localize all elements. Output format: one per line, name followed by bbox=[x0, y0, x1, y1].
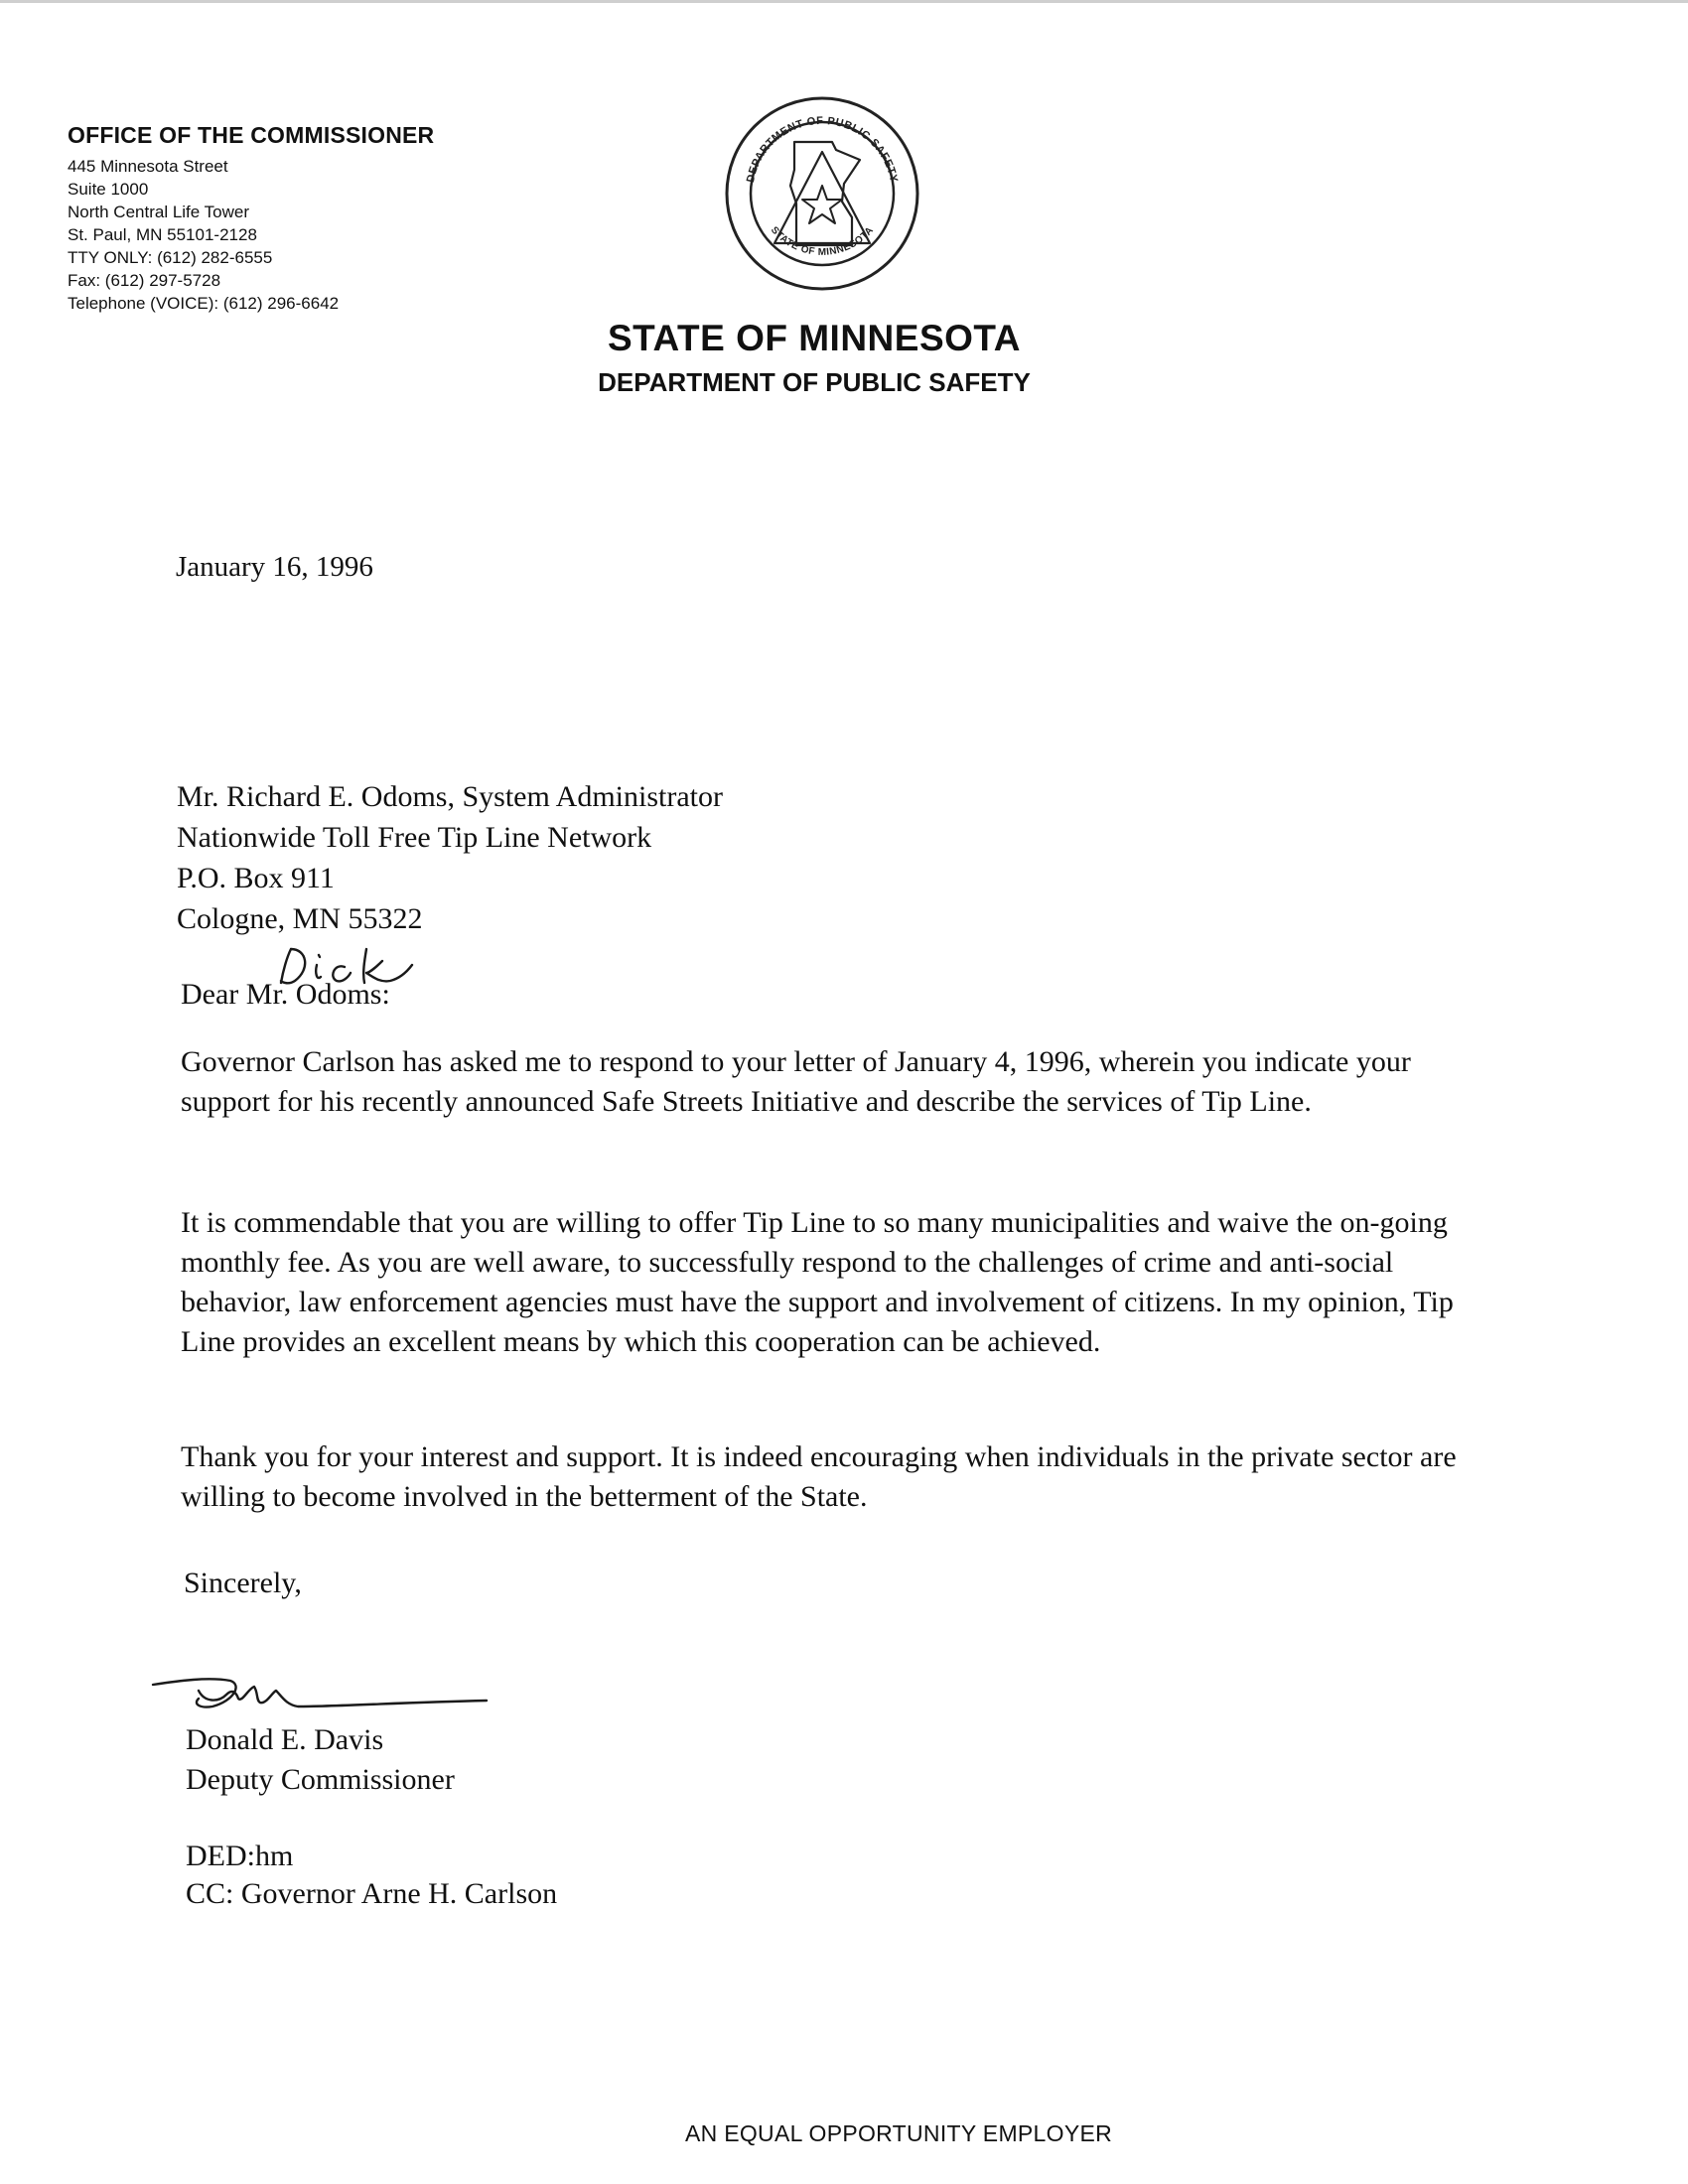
signer-title: Deputy Commissioner bbox=[186, 1763, 455, 1796]
body-paragraph-2: It is commendable that you are willing to offer Tip Line to so many municipalities and waive the on-going monthly fee. As you are well aware, to successfully respond to the challenges of crime and anti-social behavior, law enforcement agencies must have the support and involvement of citizens. In my opinion, Tip Line provides an excellent means by which this cooperation can be achieved. bbox=[181, 1206, 1454, 1358]
recipient-city-line: Cologne, MN 55322 bbox=[177, 902, 423, 935]
recipient-org-line: Nationwide Toll Free Tip Line Network bbox=[177, 821, 652, 854]
department-title: DEPARTMENT OF PUBLIC SAFETY bbox=[598, 367, 1031, 397]
letterhead-heading bbox=[516, 318, 1112, 398]
office-tty-line: TTY ONLY: (612) 282-6555 bbox=[68, 248, 273, 267]
body-paragraph-1: Governor Carlson has asked me to respond to your letter of January 4, 1996, wherein you indicate your support for his recently announced Safe Streets Initiative and describe the services of Tip Line. bbox=[181, 1045, 1411, 1118]
office-address-line: 445 Minnesota Street bbox=[68, 157, 228, 176]
signer-block bbox=[186, 1720, 455, 1800]
top-edge-rule bbox=[0, 0, 1688, 3]
seal-bottom-text: STATE OF MINNESOTA bbox=[768, 224, 877, 258]
office-phone-line: Telephone (VOICE): (612) 296-6642 bbox=[68, 294, 340, 313]
state-title: STATE OF MINNESOTA bbox=[608, 318, 1021, 358]
body-paragraph-3: Thank you for your interest and support. It is indeed encouraging when individuals in the private sector are willing to become involved in the betterment of the State. bbox=[181, 1440, 1457, 1513]
office-suite-line: Suite 1000 bbox=[68, 180, 149, 199]
seal-top-text: DEPARTMENT OF PUBLIC SAFETY bbox=[744, 114, 901, 184]
recipient-pobox-line: P.O. Box 911 bbox=[177, 862, 335, 894]
svg-text:DEPARTMENT OF PUBLIC SAFETY bbox=[745, 115, 900, 184]
office-title: OFFICE OF THE COMMISSIONER bbox=[68, 122, 435, 148]
closing: Sincerely, bbox=[184, 1567, 302, 1599]
recipient-address bbox=[177, 776, 723, 939]
reference-block bbox=[186, 1838, 557, 1913]
footer bbox=[0, 2120, 1688, 2147]
office-address-block bbox=[68, 122, 544, 315]
carbon-copy-line: CC: Governor Arne H. Carlson bbox=[186, 1877, 558, 1910]
office-city-line: St. Paul, MN 55101-2128 bbox=[68, 225, 257, 244]
salutation: Dear Mr. Odoms: bbox=[181, 978, 390, 1011]
office-fax-line: Fax: (612) 297-5728 bbox=[68, 271, 221, 290]
office-building-line: North Central Life Tower bbox=[68, 203, 249, 221]
letter-date: January 16, 1996 bbox=[176, 551, 373, 583]
footer-equal-opportunity: AN EQUAL OPPORTUNITY EMPLOYER bbox=[684, 2120, 1113, 2146]
department-seal-logo bbox=[723, 94, 921, 293]
reference-initials: DED:hm bbox=[186, 1840, 294, 1872]
signer-name: Donald E. Davis bbox=[186, 1723, 384, 1756]
recipient-name-line: Mr. Richard E. Odoms, System Administrator bbox=[177, 780, 723, 813]
